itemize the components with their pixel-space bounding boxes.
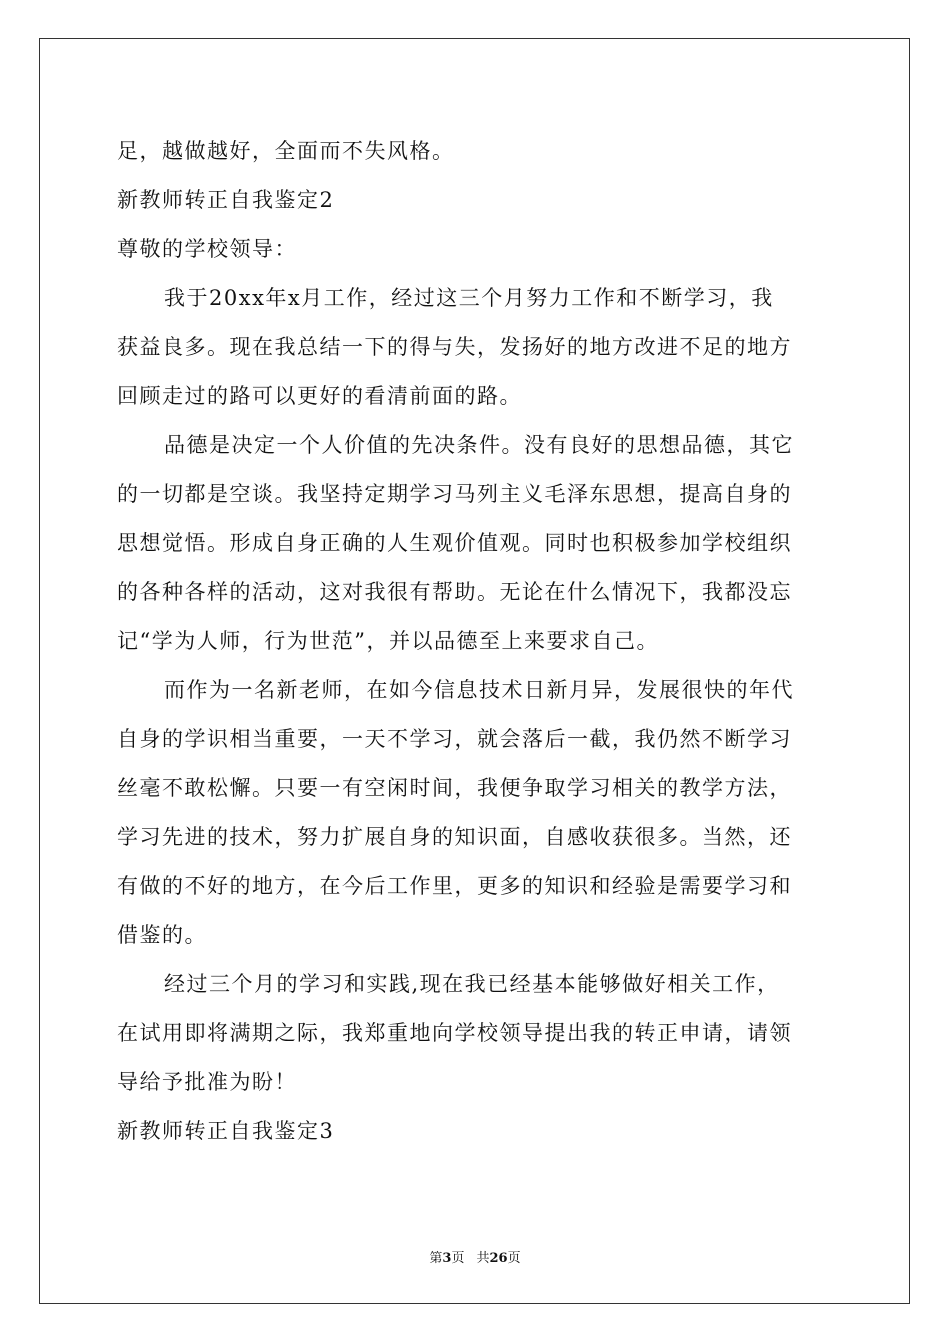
text-line: 有做的不好的地方，在今后工作里，更多的知识和经验是需要学习和 (117, 874, 792, 898)
page-border (39, 38, 910, 1304)
text-line: 品德是决定一个人价值的先决条件。没有良好的思想品德，其它 (164, 433, 794, 457)
page-prefix: 第 (429, 1251, 443, 1266)
text-line: 丝毫不敢松懈。只要一有空闲时间，我便争取学习相关的教学方法， (117, 776, 792, 800)
text-line: 在试用即将满期之际，我郑重地向学校领导提出我的转正申请，请领 (117, 1021, 792, 1045)
text-line: 借鉴的。 (117, 923, 207, 947)
text-line: 的一切都是空谈。我坚持定期学习马列主义毛泽东思想，提高自身的 (117, 482, 792, 506)
total-suffix: 页 (507, 1251, 521, 1266)
text-line: 回顾走过的路可以更好的看清前面的路。 (117, 384, 522, 408)
text-line: 而作为一名新老师，在如今信息技术日新月异，发展很快的年代 (164, 678, 794, 702)
page-number: 3 (442, 1251, 452, 1266)
text-line: 我于20xx年x月工作，经过这三个月努力工作和不断学习，我 (164, 286, 774, 310)
text-line: 的各种各样的活动，这对我很有帮助。无论在什么情况下，我都没忘 (117, 580, 792, 604)
salutation: 尊敬的学校领导： (117, 237, 297, 261)
text-line: 导给予批准为盼！ (117, 1070, 297, 1094)
text-line: 记“学为人师，行为世范”，并以品德至上来要求自己。 (117, 629, 659, 653)
text-line: 经过三个月的学习和实践,现在我已经基本能够做好相关工作， (164, 972, 780, 996)
total-pages: 26 (489, 1251, 508, 1266)
page-suffix: 页 (451, 1251, 465, 1266)
section-heading: 新教师转正自我鉴定2 (117, 188, 335, 212)
section-heading: 新教师转正自我鉴定3 (117, 1119, 335, 1143)
text-line: 足，越做越好，全面而不失风格。 (117, 139, 455, 163)
total-prefix: 共 (476, 1251, 490, 1266)
text-line: 学习先进的技术，努力扩展自身的知识面，自感收获很多。当然，还 (117, 825, 792, 849)
text-line: 获益良多。现在我总结一下的得与失，发扬好的地方改进不足的地方 (117, 335, 792, 359)
text-line: 思想觉悟。形成自身正确的人生观价值观。同时也积极参加学校组织 (117, 531, 792, 555)
page-footer (0, 1251, 950, 1267)
text-line: 自身的学识相当重要，一天不学习，就会落后一截，我仍然不断学习 (117, 727, 792, 751)
